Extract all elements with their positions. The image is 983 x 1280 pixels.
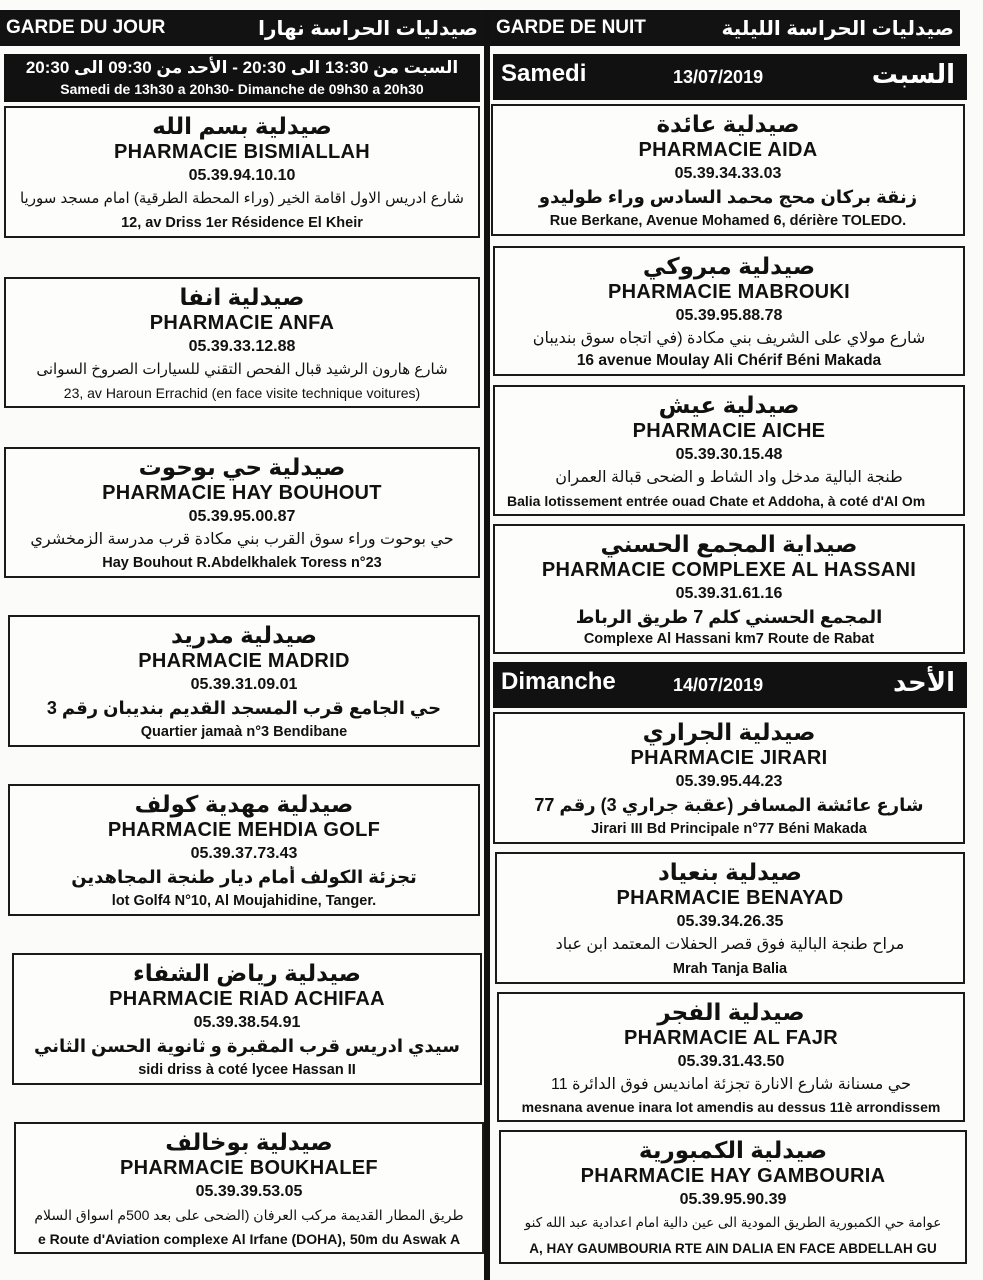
pharmacy-name-fr: PHARMACIE JIRARI bbox=[630, 747, 828, 769]
pharmacy-name-fr: PHARMACIE MADRID bbox=[138, 650, 350, 672]
pharmacy-name-ar: صيدلية حي بوحوت bbox=[138, 454, 346, 480]
pharmacy-address-fr: Rue Berkane, Avenue Mohamed 6, dérière TOLEDO. bbox=[549, 213, 907, 229]
pharmacy-phone: 05.39.34.26.35 bbox=[676, 913, 784, 930]
pharmacy-address-fr: sidi driss à coté lycee Hassan II bbox=[138, 1062, 356, 1078]
day-date: 14/07/2019 bbox=[673, 675, 764, 695]
pharmacy-card bbox=[499, 1130, 967, 1264]
pharmacy-name-fr: PHARMACIE BOUKHALEF bbox=[120, 1157, 378, 1179]
hours-ar: السبت من 13:30 الى 20:30 - الأحد من 09:30 الى 20:30 bbox=[25, 58, 459, 77]
pharmacy-phone: 05.39.30.15.48 bbox=[675, 446, 783, 463]
pharmacy-phone: 05.39.39.53.05 bbox=[195, 1183, 303, 1200]
pharmacy-card bbox=[4, 277, 480, 408]
day-guard-title-ar: صيدليات الحراسة نهارا bbox=[258, 17, 478, 40]
pharmacy-name-fr: PHARMACIE COMPLEXE AL HASSANI bbox=[541, 559, 917, 581]
pharmacy-card bbox=[8, 615, 480, 747]
pharmacy-phone: 05.39.34.33.03 bbox=[674, 165, 782, 182]
pharmacy-name-ar: صيدلية مهدية كولف bbox=[134, 791, 354, 817]
pharmacy-name-fr: PHARMACIE HAY GAMBOURIA bbox=[580, 1165, 886, 1187]
pharmacy-name-ar: صيدلية عيش bbox=[658, 392, 800, 418]
pharmacy-address-fr: Quartier jamaà n°3 Bendibane bbox=[140, 724, 348, 740]
pharmacy-card bbox=[493, 712, 965, 844]
pharmacy-name-fr: PHARMACIE AIDA bbox=[638, 139, 818, 161]
pharmacy-address-ar: شارع مولاي على الشريف بني مكادة (في اتجاه سوق بنديبان bbox=[532, 330, 926, 347]
pharmacy-address-ar: سيدي ادريس قرب المقبرة و ثانوية الحسن الثاني bbox=[34, 1036, 460, 1056]
pharmacy-address-ar: شارع عائشة المسافر (عقبة جراري 3) رقم 77 bbox=[534, 795, 924, 815]
pharmacy-phone: 05.39.33.12.88 bbox=[188, 338, 296, 355]
pharmacy-address-fr: 16 avenue Moulay Ali Chérif Béni Makada bbox=[576, 352, 882, 369]
pharmacy-name-fr: PHARMACIE ANFA bbox=[149, 312, 335, 334]
hours-fr: Samedi de 13h30 a 20h30- Dimanche de 09h30 a 20h30 bbox=[60, 81, 424, 97]
pharmacy-card bbox=[497, 992, 965, 1122]
saturday-band bbox=[493, 54, 967, 100]
pharmacy-name-fr: PHARMACIE MEHDIA GOLF bbox=[107, 819, 381, 841]
pharmacy-address-ar: حي مسنانة شارع الانارة تجزئة اماندیس فوق الدائرة 11 bbox=[551, 1076, 911, 1093]
pharmacy-card bbox=[491, 104, 965, 236]
pharmacy-address-fr: 12, av Driss 1er Résidence El Kheir bbox=[121, 215, 363, 231]
sunday-band bbox=[493, 662, 967, 708]
pharmacy-card bbox=[493, 385, 965, 516]
day-date: 13/07/2019 bbox=[673, 67, 764, 87]
pharmacy-address-ar: طنجة البالية مدخل واد الشاط و الضحى قبالة العمران bbox=[555, 469, 903, 486]
pharmacy-address-ar: المجمع الحسني كلم 7 طريق الرباط bbox=[575, 607, 883, 627]
pharmacy-phone: 05.39.95.44.23 bbox=[675, 773, 783, 790]
pharmacy-name-fr: PHARMACIE MABROUKI bbox=[607, 281, 851, 303]
pharmacy-card bbox=[493, 524, 965, 654]
pharmacy-name-fr: PHARMACIE HAY BOUHOUT bbox=[102, 482, 382, 504]
pharmacy-name-ar: صيدلية رياض الشفاء bbox=[133, 960, 361, 986]
pharmacy-address-ar: زنقة بركان محج محمد السادس وراء طوليدو bbox=[538, 187, 918, 207]
day-name: Dimanche bbox=[501, 668, 616, 695]
pharmacy-name-fr: PHARMACIE AL FAJR bbox=[623, 1027, 838, 1049]
pharmacy-address-fr: Balia lotissement entrée ouad Chate et Addoha, à coté d'Al Om bbox=[507, 493, 926, 509]
night-guard-title-fr: GARDE DE NUIT bbox=[496, 17, 646, 38]
pharmacy-phone: 05.39.95.90.39 bbox=[679, 1191, 787, 1208]
pharmacy-name-fr: PHARMACIE BENAYAD bbox=[616, 887, 844, 909]
pharmacy-name-fr: PHARMACIE BISMIALLAH bbox=[114, 141, 370, 163]
pharmacy-address-fr: Mrah Tanja Balia bbox=[672, 961, 788, 977]
pharmacy-name-ar: صيدلية الجراري bbox=[642, 719, 816, 745]
pharmacy-address-ar: عوامة حي الكمبورية الطريق المودية الى عين دالية امام اعدادية عبد الله كنو bbox=[524, 1215, 942, 1230]
pharmacy-address-ar: طريق المطار القديمة مركب العرفان (الضحى على بعد 500م اسواق السلام bbox=[34, 1207, 464, 1223]
pharmacy-address-fr: mesnana avenue inara lot amendis au dessus 11è arrondissem bbox=[521, 1099, 941, 1115]
pharmacy-phone: 05.39.38.54.91 bbox=[193, 1014, 301, 1031]
pharmacy-name-ar: صيدلية بوخالف bbox=[165, 1129, 333, 1155]
pharmacy-address-ar: شارع هارون الرشيد قبال الفحص التقني للسيارات الصروخ السوانى bbox=[36, 361, 448, 378]
pharmacy-phone: 05.39.31.43.50 bbox=[677, 1053, 785, 1070]
pharmacy-address-ar: حي الجامع قرب المسجد القديم بنديبان رقم 3 bbox=[46, 698, 442, 718]
pharmacy-address-ar: تجزئة الكولف أمام ديار طنجة المجاهدين bbox=[71, 867, 417, 887]
pharmacy-card bbox=[12, 953, 482, 1085]
pharmacy-address-fr: A, HAY GAUMBOURIA RTE AIN DALIA EN FACE ABDELLAH GU bbox=[529, 1241, 937, 1256]
night-guard-title-ar: صيدليات الحراسة الليلية bbox=[721, 17, 954, 40]
pharmacy-name-ar: صيدلية عائدة bbox=[656, 111, 800, 137]
pharmacy-name-ar: صيدلية بنعياد bbox=[657, 859, 803, 885]
pharmacy-name-ar: صيدلية بسم الله bbox=[152, 113, 332, 139]
pharmacy-phone: 05.39.37.73.43 bbox=[190, 845, 298, 862]
pharmacy-name-ar: صيدلية الكمبورية bbox=[638, 1137, 828, 1163]
pharmacy-address-fr: lot Golf4 N°10, Al Moujahidine, Tanger. bbox=[111, 893, 377, 909]
pharmacy-card bbox=[14, 1122, 484, 1254]
pharmacy-card bbox=[8, 784, 480, 916]
pharmacy-address-fr: Complexe Al Hassani km7 Route de Rabat bbox=[583, 631, 875, 647]
pharmacy-card bbox=[4, 447, 480, 578]
pharmacy-name-fr: PHARMACIE AICHE bbox=[632, 420, 826, 442]
pharmacy-address-ar: شارع ادريس الاول اقامة الخير (وراء المحطة الطرقية) امام مسجد سوريا bbox=[19, 190, 464, 207]
pharmacy-card bbox=[4, 106, 480, 238]
pharmacy-name-ar: صيدلية انفا bbox=[179, 284, 305, 310]
pharmacy-name-ar: صيدلية الفجر bbox=[657, 999, 805, 1025]
pharmacy-address-fr: Hay Bouhout R.Abdelkhalek Toress n°23 bbox=[102, 555, 382, 571]
pharmacy-phone: 05.39.95.00.87 bbox=[188, 508, 296, 525]
pharmacy-phone: 05.39.95.88.78 bbox=[675, 307, 783, 324]
day-name-ar: الأحد bbox=[892, 667, 955, 697]
day-guard-hours bbox=[4, 54, 480, 102]
pharmacy-address-fr: e Route d'Aviation complexe Al Irfane (DOHA), 50m du Aswak A bbox=[37, 1231, 461, 1247]
pharmacy-name-ar: صيداية المجمع الحسني bbox=[600, 531, 858, 557]
pharmacy-address-ar: حي بوحوت وراء سوق القرب بني مكادة قرب مدرسة الزمخشري bbox=[30, 531, 454, 548]
pharmacy-name-fr: PHARMACIE RIAD ACHIFAA bbox=[109, 988, 385, 1010]
day-name: Samedi bbox=[501, 60, 587, 87]
pharmacy-card bbox=[495, 852, 965, 984]
pharmacy-phone: 05.39.31.61.16 bbox=[675, 585, 783, 602]
night-guard-header bbox=[490, 10, 960, 46]
pharmacy-name-ar: صيدلية مبروكي bbox=[642, 253, 816, 279]
pharmacy-phone: 05.39.94.10.10 bbox=[188, 167, 296, 184]
day-name-ar: السبت bbox=[871, 59, 955, 89]
pharmacy-card bbox=[493, 246, 965, 376]
pharmacy-phone: 05.39.31.09.01 bbox=[190, 676, 298, 693]
pharmacy-name-ar: صيدلية مدريد bbox=[171, 622, 317, 648]
pharmacy-address-fr: 23, av Haroun Errachid (en face visite technique voitures) bbox=[63, 385, 421, 401]
column-divider bbox=[484, 10, 490, 1280]
pharmacy-address-ar: مراح طنجة البالية فوق قصر الحفلات المعتمد ابن عباد bbox=[555, 936, 905, 953]
pharmacy-address-fr: Jirari III Bd Principale n°77 Béni Makada bbox=[591, 821, 867, 837]
day-guard-title-fr: GARDE DU JOUR bbox=[6, 17, 166, 38]
day-guard-header bbox=[0, 10, 484, 46]
